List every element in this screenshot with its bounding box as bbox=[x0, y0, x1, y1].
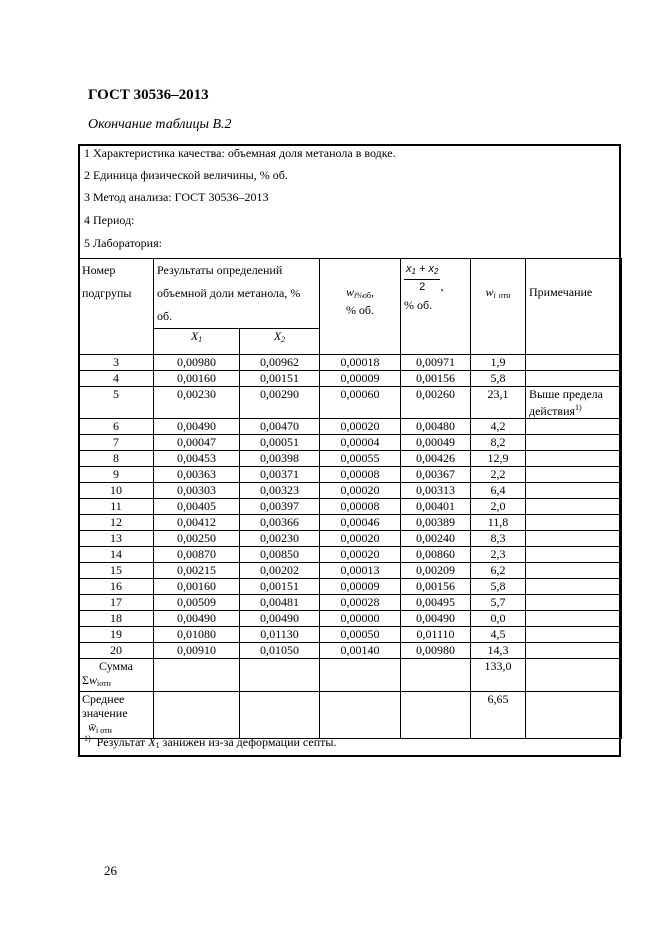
cell-m: 0,00313 bbox=[401, 483, 471, 499]
cell-r: 12,9 bbox=[471, 451, 526, 467]
cell-note bbox=[526, 531, 622, 547]
header-wi-unit: % об. bbox=[345, 303, 375, 317]
cell-w: 0,00009 bbox=[320, 579, 401, 595]
header-x1: $X_1$ bbox=[154, 329, 240, 355]
cell-x1: 0,00160 bbox=[154, 579, 240, 595]
cell-x2: 0,00398 bbox=[240, 451, 320, 467]
cell-x1: 0,00250 bbox=[154, 531, 240, 547]
table-row bbox=[79, 563, 622, 579]
cell-r: 14,3 bbox=[471, 643, 526, 659]
header-x2: $X_2$ bbox=[240, 329, 320, 355]
header-wotn: $w_i$ $_{отн}$ bbox=[471, 259, 526, 355]
cell-n: 15 bbox=[79, 563, 154, 579]
cell-m: 0,00860 bbox=[401, 547, 471, 563]
cell-x2: 0,00490 bbox=[240, 611, 320, 627]
cell-x2: 0,00397 bbox=[240, 499, 320, 515]
cell-n: 9 bbox=[79, 467, 154, 483]
table-row bbox=[79, 467, 622, 483]
cell-x1: 0,00453 bbox=[154, 451, 240, 467]
cell-note: Выше предела действия$^{1)}$ bbox=[526, 387, 622, 419]
table-row bbox=[79, 371, 622, 387]
mean-denominator: 2 bbox=[419, 281, 426, 293]
table-row bbox=[79, 547, 622, 563]
header-group-number: Номер подгрупы bbox=[79, 259, 154, 355]
table-row bbox=[79, 531, 622, 547]
table-row bbox=[79, 595, 622, 611]
cell-x1: 0,01080 bbox=[154, 627, 240, 643]
cell-n: 4 bbox=[79, 371, 154, 387]
cell-w: 0,00050 bbox=[320, 627, 401, 643]
mean-fraction bbox=[404, 262, 440, 294]
cell-x2: 0,00290 bbox=[240, 387, 320, 419]
cell-w: 0,00140 bbox=[320, 643, 401, 659]
sum-label: Сумма $\Sigma w_{iотн}$ bbox=[79, 659, 154, 692]
cell-w: 0,00020 bbox=[320, 547, 401, 563]
cell-r: 5,8 bbox=[471, 371, 526, 387]
cell-x2: 0,00366 bbox=[240, 515, 320, 531]
cell-r: 23,1 bbox=[471, 387, 526, 419]
cell-x1: 0,00160 bbox=[154, 371, 240, 387]
table-row bbox=[79, 627, 622, 643]
cell-w: 0,00008 bbox=[320, 467, 401, 483]
cell-note bbox=[526, 563, 622, 579]
cell-w: 0,00020 bbox=[320, 419, 401, 435]
cell-note bbox=[526, 355, 622, 371]
cell-x2: 0,00230 bbox=[240, 531, 320, 547]
cell-w: 0,00018 bbox=[320, 355, 401, 371]
cell-x2: 0,00470 bbox=[240, 419, 320, 435]
cell-r: 6,4 bbox=[471, 483, 526, 499]
cell-n: 8 bbox=[79, 451, 154, 467]
cell-note bbox=[526, 435, 622, 451]
cell-x1: 0,00980 bbox=[154, 355, 240, 371]
cell-r: 5,7 bbox=[471, 595, 526, 611]
cell-r: 8,2 bbox=[471, 435, 526, 451]
table-row bbox=[79, 611, 622, 627]
results-table bbox=[78, 258, 622, 739]
cell-r: 6,2 bbox=[471, 563, 526, 579]
cell-r: 8,3 bbox=[471, 531, 526, 547]
cell-x2: 0,00202 bbox=[240, 563, 320, 579]
header-mean: $\frac{x_1 + x_2}{2}$ , % об. bbox=[401, 259, 471, 355]
cell-m: 0,00971 bbox=[401, 355, 471, 371]
cell-n: 10 bbox=[79, 483, 154, 499]
cell-r: 2,2 bbox=[471, 467, 526, 483]
info-line-2: 2 Единица физической величины, % об. bbox=[84, 168, 288, 182]
cell-note bbox=[526, 611, 622, 627]
table-row bbox=[79, 515, 622, 531]
cell-x2: 0,00151 bbox=[240, 371, 320, 387]
header-wi-subscript: %об bbox=[356, 291, 371, 300]
table-row bbox=[79, 499, 622, 515]
cell-n: 14 bbox=[79, 547, 154, 563]
sum-value: 133,0 bbox=[471, 659, 526, 692]
cell-note bbox=[526, 627, 622, 643]
cell-x1: 0,00412 bbox=[154, 515, 240, 531]
cell-n: 20 bbox=[79, 643, 154, 659]
cell-x1: 0,00509 bbox=[154, 595, 240, 611]
table-row bbox=[79, 355, 622, 371]
avg-label: Среднее значение $w̄_{i отн}$ bbox=[79, 692, 154, 739]
cell-m: 0,00156 bbox=[401, 371, 471, 387]
cell-n: 18 bbox=[79, 611, 154, 627]
info-line-3: 3 Метод анализа: ГОСТ 30536–2013 bbox=[84, 190, 269, 204]
footnote-ref: 1) bbox=[575, 403, 582, 412]
cell-w: 0,00000 bbox=[320, 611, 401, 627]
cell-r: 1,9 bbox=[471, 355, 526, 371]
cell-x1: 0,00047 bbox=[154, 435, 240, 451]
cell-m: 0,00495 bbox=[401, 595, 471, 611]
cell-n: 13 bbox=[79, 531, 154, 547]
cell-w: 0,00060 bbox=[320, 387, 401, 419]
cell-x1: 0,00490 bbox=[154, 611, 240, 627]
cell-m: 0,00156 bbox=[401, 579, 471, 595]
cell-note bbox=[526, 547, 622, 563]
cell-w: 0,00004 bbox=[320, 435, 401, 451]
cell-x1: 0,00230 bbox=[154, 387, 240, 419]
cell-w: 0,00055 bbox=[320, 451, 401, 467]
cell-m: 0,01110 bbox=[401, 627, 471, 643]
cell-r: 4,2 bbox=[471, 419, 526, 435]
cell-r: 0,0 bbox=[471, 611, 526, 627]
cell-r: 2,3 bbox=[471, 547, 526, 563]
cell-x2: 0,00051 bbox=[240, 435, 320, 451]
info-line-1: 1 Характеристика качества: объемная доля метанола в водке. bbox=[84, 146, 396, 160]
mean-unit: % об. bbox=[404, 298, 433, 312]
mean-numerator: $x_1 + x_2$ bbox=[404, 262, 440, 280]
cell-n: 12 bbox=[79, 515, 154, 531]
header-wi: $w_{i\%об}$, % об. bbox=[320, 259, 401, 355]
cell-r: 5,8 bbox=[471, 579, 526, 595]
cell-n: 17 bbox=[79, 595, 154, 611]
footnote: $^{1)}$ Результат $X_1$ занижен из-за деформации септы. bbox=[84, 734, 337, 750]
header-results: Результаты определений объемной доли метанола, % об. bbox=[154, 259, 320, 329]
cell-m: 0,00049 bbox=[401, 435, 471, 451]
cell-m: 0,00240 bbox=[401, 531, 471, 547]
cell-x1: 0,00215 bbox=[154, 563, 240, 579]
cell-m: 0,00209 bbox=[401, 563, 471, 579]
cell-m: 0,00367 bbox=[401, 467, 471, 483]
cell-w: 0,00008 bbox=[320, 499, 401, 515]
cell-note bbox=[526, 483, 622, 499]
cell-n: 16 bbox=[79, 579, 154, 595]
cell-x2: 0,01050 bbox=[240, 643, 320, 659]
cell-m: 0,00980 bbox=[401, 643, 471, 659]
cell-note bbox=[526, 419, 622, 435]
cell-x2: 0,00850 bbox=[240, 547, 320, 563]
table-row bbox=[79, 435, 622, 451]
cell-x1: 0,00870 bbox=[154, 547, 240, 563]
document-code: ГОСТ 30536–2013 bbox=[88, 87, 209, 103]
cell-w: 0,00020 bbox=[320, 531, 401, 547]
cell-m: 0,00490 bbox=[401, 611, 471, 627]
cell-note bbox=[526, 451, 622, 467]
table-row bbox=[79, 419, 622, 435]
cell-r: 11,8 bbox=[471, 515, 526, 531]
info-line-5: 5 Лаборатория: bbox=[84, 236, 162, 250]
cell-m: 0,00480 bbox=[401, 419, 471, 435]
cell-note bbox=[526, 467, 622, 483]
cell-note bbox=[526, 643, 622, 659]
avg-value: 6,65 bbox=[471, 692, 526, 739]
cell-note bbox=[526, 579, 622, 595]
cell-w: 0,00028 bbox=[320, 595, 401, 611]
results-rows bbox=[79, 355, 622, 659]
cell-m: 0,00389 bbox=[401, 515, 471, 531]
cell-n: 11 bbox=[79, 499, 154, 515]
header-wi-label: $w_i$ bbox=[346, 285, 357, 300]
cell-x1: 0,00303 bbox=[154, 483, 240, 499]
cell-m: 0,00426 bbox=[401, 451, 471, 467]
cell-note bbox=[526, 371, 622, 387]
cell-w: 0,00013 bbox=[320, 563, 401, 579]
cell-n: 19 bbox=[79, 627, 154, 643]
cell-n: 3 bbox=[79, 355, 154, 371]
header-note: Примечание bbox=[526, 259, 622, 355]
cell-note bbox=[526, 499, 622, 515]
table-row bbox=[79, 579, 622, 595]
cell-w: 0,00020 bbox=[320, 483, 401, 499]
cell-r: 4,5 bbox=[471, 627, 526, 643]
info-line-4: 4 Период: bbox=[84, 213, 135, 227]
cell-x1: 0,00363 bbox=[154, 467, 240, 483]
cell-x2: 0,00323 bbox=[240, 483, 320, 499]
table-row bbox=[79, 483, 622, 499]
cell-x2: 0,00371 bbox=[240, 467, 320, 483]
table-row bbox=[79, 387, 622, 419]
cell-n: 6 bbox=[79, 419, 154, 435]
cell-w: 0,00046 bbox=[320, 515, 401, 531]
table-row bbox=[79, 643, 622, 659]
cell-x1: 0,00910 bbox=[154, 643, 240, 659]
cell-note bbox=[526, 595, 622, 611]
cell-n: 7 bbox=[79, 435, 154, 451]
table-row bbox=[79, 451, 622, 467]
cell-note bbox=[526, 515, 622, 531]
cell-n: 5 bbox=[79, 387, 154, 419]
page-number: 26 bbox=[104, 863, 117, 878]
cell-x1: 0,00490 bbox=[154, 419, 240, 435]
cell-m: 0,00260 bbox=[401, 387, 471, 419]
table-continuation-title: Окончание таблицы В.2 bbox=[88, 117, 232, 132]
cell-x2: 0,01130 bbox=[240, 627, 320, 643]
cell-x1: 0,00405 bbox=[154, 499, 240, 515]
cell-r: 2,0 bbox=[471, 499, 526, 515]
cell-w: 0,00009 bbox=[320, 371, 401, 387]
cell-x2: 0,00962 bbox=[240, 355, 320, 371]
cell-x2: 0,00151 bbox=[240, 579, 320, 595]
cell-m: 0,00401 bbox=[401, 499, 471, 515]
cell-x2: 0,00481 bbox=[240, 595, 320, 611]
